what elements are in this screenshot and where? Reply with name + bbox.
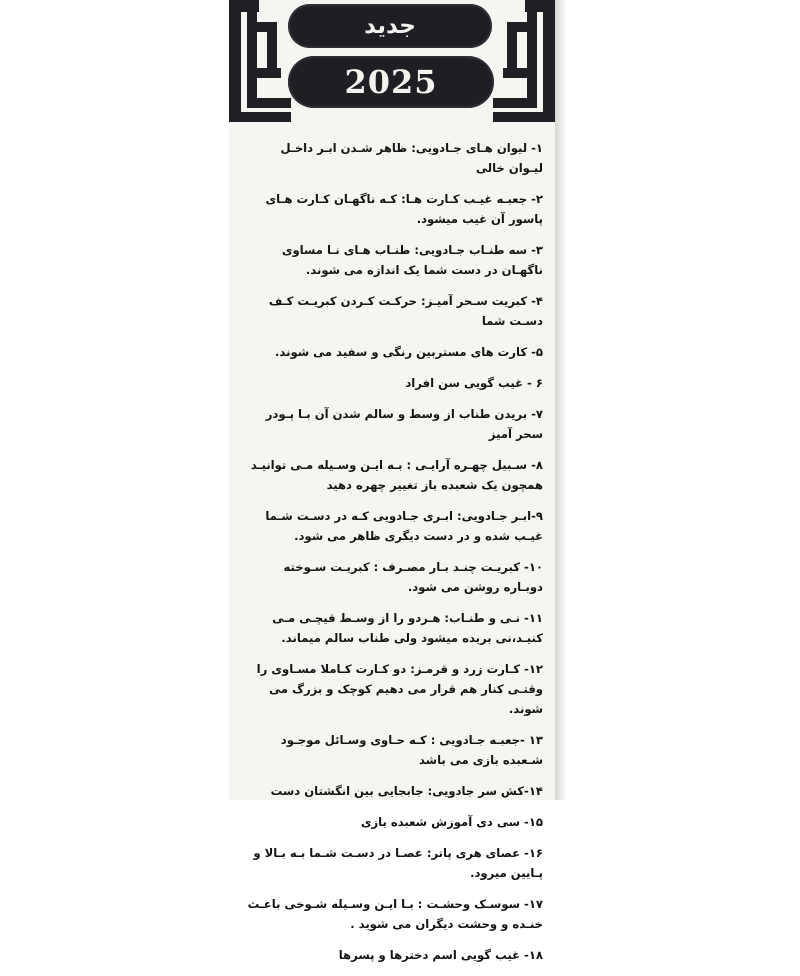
frame-ornament-right-part: [493, 98, 527, 108]
frame-ornament-left-part: [257, 22, 277, 32]
list-item: ۹-ابـر جـادویی: ابـری جـادویی کـه در دسـت شـما غیـب شده و در دست دیگری ظاهر می شود.: [265, 509, 543, 543]
frame-ornament-right-part: [493, 112, 543, 122]
list-item: ۱۸- غیب گویی اسم دخترها و پسرها: [338, 948, 543, 962]
year-label: 2025: [344, 63, 438, 101]
flyer: [229, 0, 555, 962]
list-item: ۳- سه طنـاب جـادویی: طنـاب هـای نـا مساوی ناگهـان در دست شما یک اندازه می شوند.: [281, 243, 543, 277]
new-badge: [288, 4, 492, 48]
list-item: ۶ - غیب گویی سن افراد: [405, 376, 543, 390]
list-item: ۷- بریدن طناب از وسط و سالم شدن آن بـا پـودر سحر آمیز: [265, 407, 543, 441]
frame-ornament-left-part: [257, 98, 291, 108]
product-list: [243, 138, 543, 976]
frame-ornament-right-part: [503, 68, 527, 78]
flyer-header: [229, 0, 555, 122]
list-item: ۱۳ -جعبـه جـادویی : کـه حـاوی وسـائل موجـود شـعبده بازی می باشد: [280, 733, 543, 767]
list-item: ۸- سـبیل چهـره آرایـی : بـه ایـن وسـیله مـی توانیـد همچون یک شعبده باز تغییر چهره دهید: [250, 458, 543, 492]
frame-ornament-right-part: [525, 0, 543, 12]
frame-ornament-right-part: [507, 32, 517, 68]
list-item: ۱۴-کش سر جادویی: جابجایی بین انگشتان دست: [270, 784, 543, 798]
list-item: ۵- کارت های مستربین رنگی و سفید می شوند.: [275, 345, 543, 359]
list-item: ۱۱- نـی و طنـاب: هـردو را از وسـط قیچـی مـی کنیـد،نی بریده میشود ولی طناب سالم میماند.: [272, 611, 543, 645]
list-item: ۱۵- سی دی آموزش شعبده بازی: [360, 815, 543, 829]
frame-ornament-left-part: [267, 32, 277, 68]
frame-ornament-left-part: [241, 112, 291, 122]
list-item: ۲- جعبـه غیـب کـارت هـا: کـه ناگهـان کـارت هـای پاسور آن غیب میشود.: [265, 192, 543, 226]
page-shadow: [555, 0, 567, 800]
frame-ornament-right-part: [527, 12, 537, 108]
frame-ornament-right: [543, 0, 555, 122]
frame-ornament-left-part: [247, 12, 257, 108]
list-item: ۱۲- کـارت زرد و قرمـز: دو کـارت کـاملا مسـاوی را وقتـی کنار هم قرار می دهیم کوچک و بزرگ می شوند.: [256, 662, 543, 716]
list-item: ۱۶- عصای هری پاتر: عصـا در دسـت شـما بـه بـالا و پـایین میرود.: [253, 846, 543, 880]
new-badge-label: جدید: [364, 13, 416, 39]
year-badge: [288, 56, 494, 108]
frame-ornament-left-part: [241, 0, 259, 12]
list-item: ۱۷- سوسـک وحشـت : بـا ایـن وسـیله شـوخی باعـث خنـده و وحشت دیگران می شوید .: [247, 897, 543, 931]
frame-ornament-left-part: [257, 68, 281, 78]
list-item: ۴- کبریت سـحر آمیـز: حرکـت کـردن کبریـت کـف دسـت شما: [268, 294, 543, 328]
list-item: ۱- لیوان هـای جـادویی: ظاهر شـدن ابـر داخـل لیـوان خالی: [280, 141, 543, 175]
list-item: ۱۰- کبریـت چنـد بـار مصـرف : کبریـت سـوخته دوبـاره روشن می شود.: [283, 560, 543, 594]
frame-ornament-left: [229, 0, 241, 122]
frame-ornament-right-part: [507, 22, 527, 32]
